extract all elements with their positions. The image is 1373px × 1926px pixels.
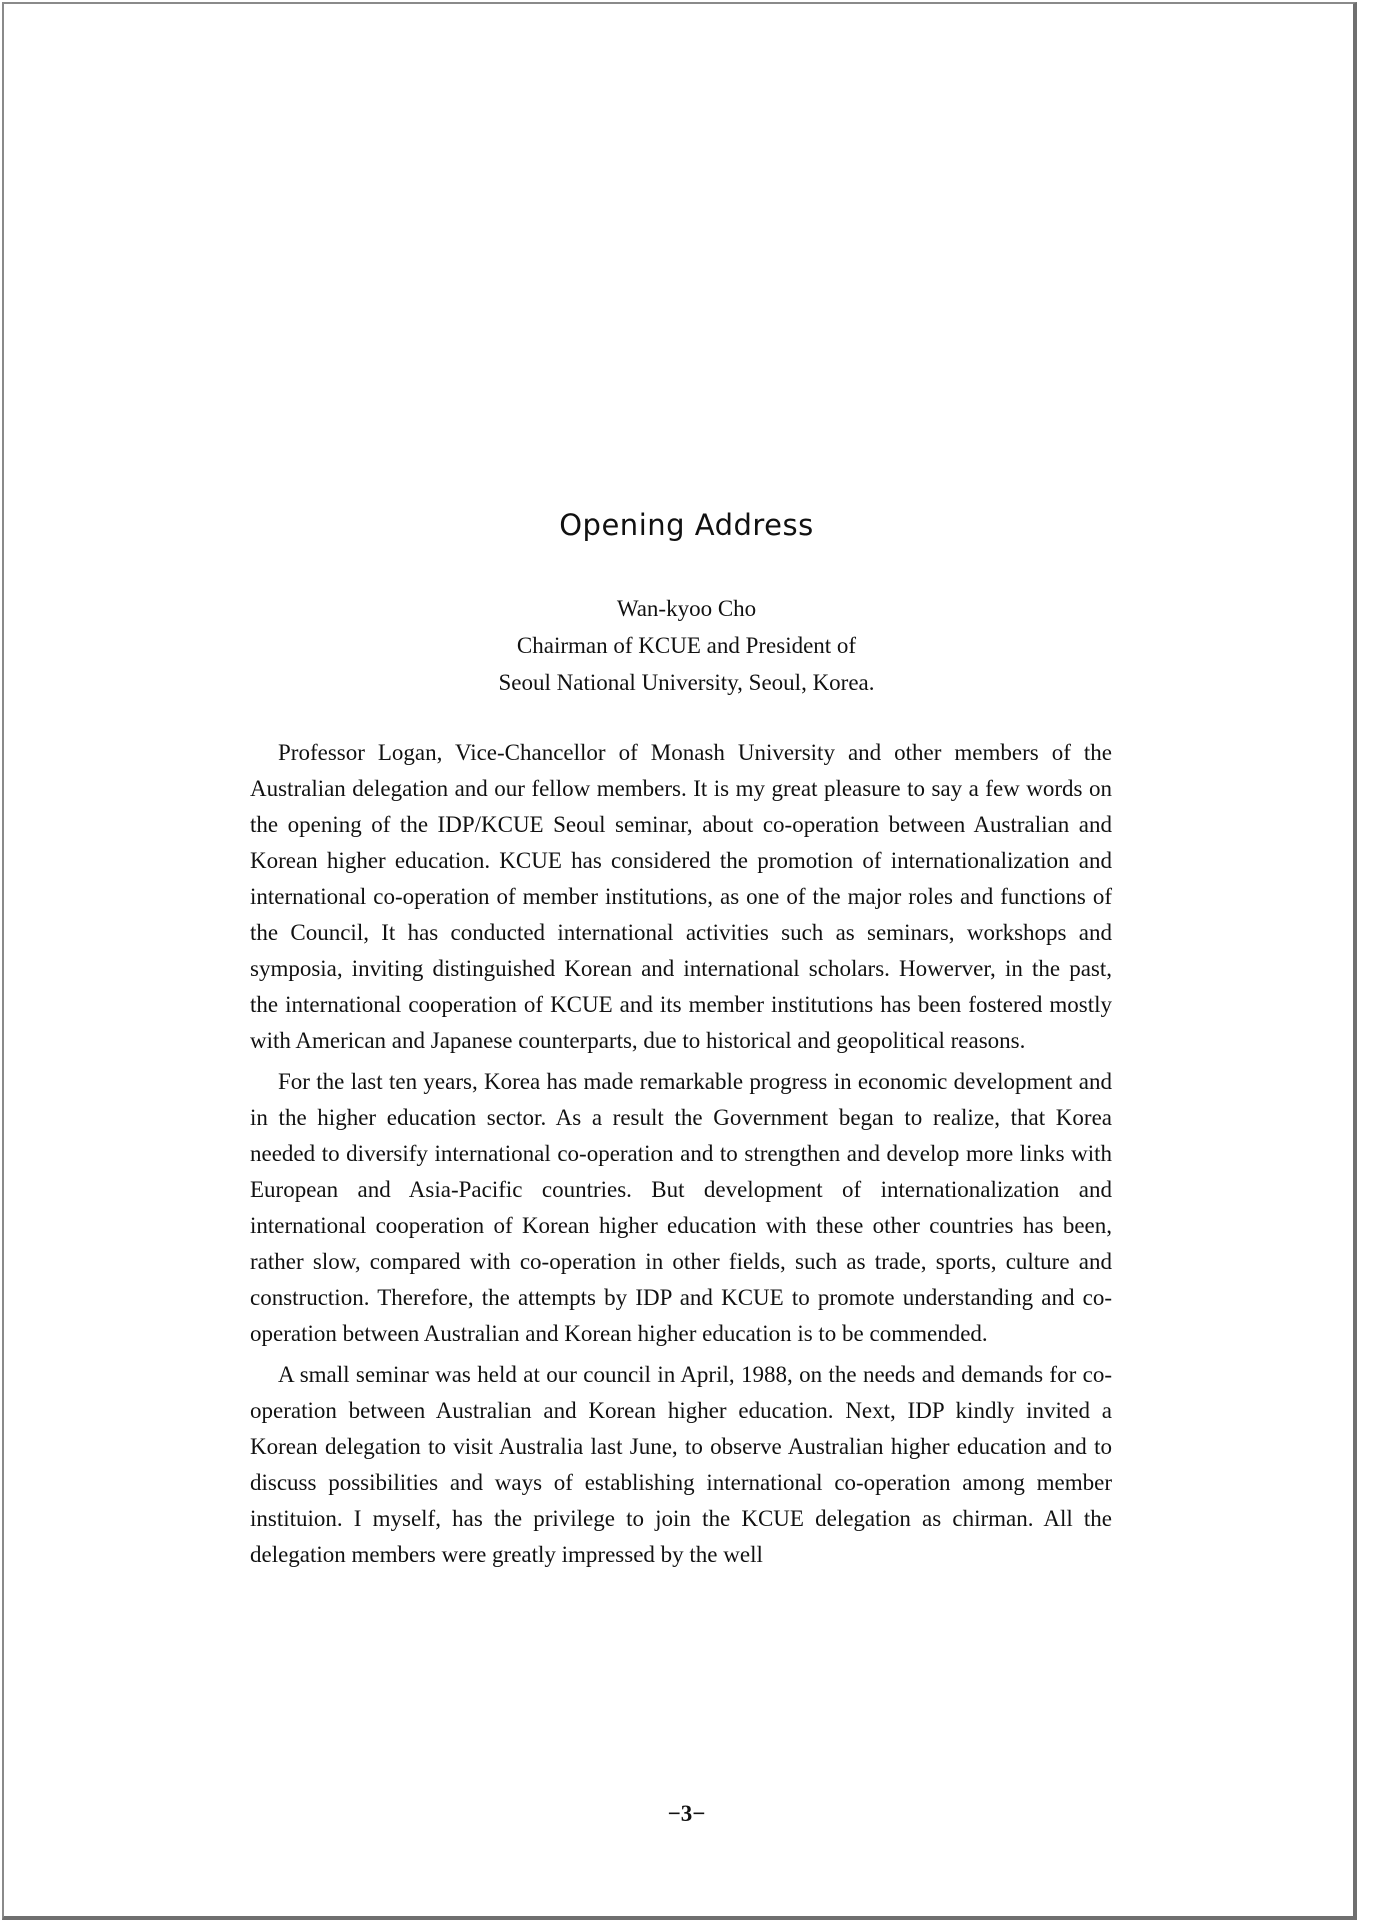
body-paragraph-1: Professor Logan, Vice-Chancellor of Monash University and other members of the Australian delegation and our fellow members. It is my great pleasure to say a few words on the opening of the IDP/KCUE Seoul seminar, about co-operation between Australian and Korean higher education. KCUE has considered the promotion of internationalization and international co-operation of member institutions, as one of the major roles and functions of the Council, It has conducted international activities such as seminars, workshops and symposia, inviting distinguished Korean and international scholars. Howerver, in the past, the international cooperation of KCUE and its member institutions has been fostered mostly with American and Japanese counterparts, due to historical and geopolitical reasons.: [250, 740, 1112, 1053]
page-number: −3−: [667, 1801, 706, 1826]
author-affiliation-line-2: Seoul National University, Seoul, Korea.: [498, 670, 875, 695]
byline: [0, 590, 1373, 701]
body-paragraph-3: A small seminar was held at our council in April, 1988, on the needs and demands for co-operation between Australian and Korean higher education. Next, IDP kindly invited a Korean delegation to visit Australia last June, to observe Australian higher education and to discuss possibilities and ways of establishing international co-operation among member instituion. I myself, has the privilege to join the KCUE delegation as chirman. All the delegation members were greatly impressed by the well: [250, 1362, 1112, 1567]
document-title: Opening Address: [559, 508, 814, 542]
author-name: Wan-kyoo Cho: [616, 596, 757, 621]
body-paragraph-2: For the last ten years, Korea has made remarkable progress in economic development and in the higher education sector. As a result the Government began to realize, that Korea needed to diversify international co-operation and to strengthen and develop more links with European and Asia-Pacific countries. But development of internationalization and international cooperation of Korean higher education with these other countries has been, rather slow, compared with co-operation in other fields, such as trade, sports, culture and construction. Therefore, the attempts by IDP and KCUE to promote understanding and co-operation between Australian and Korean higher education is to be commended.: [250, 1069, 1112, 1346]
document-body: [250, 735, 1112, 1578]
author-affiliation-line-1: Chairman of KCUE and President of: [516, 633, 857, 658]
